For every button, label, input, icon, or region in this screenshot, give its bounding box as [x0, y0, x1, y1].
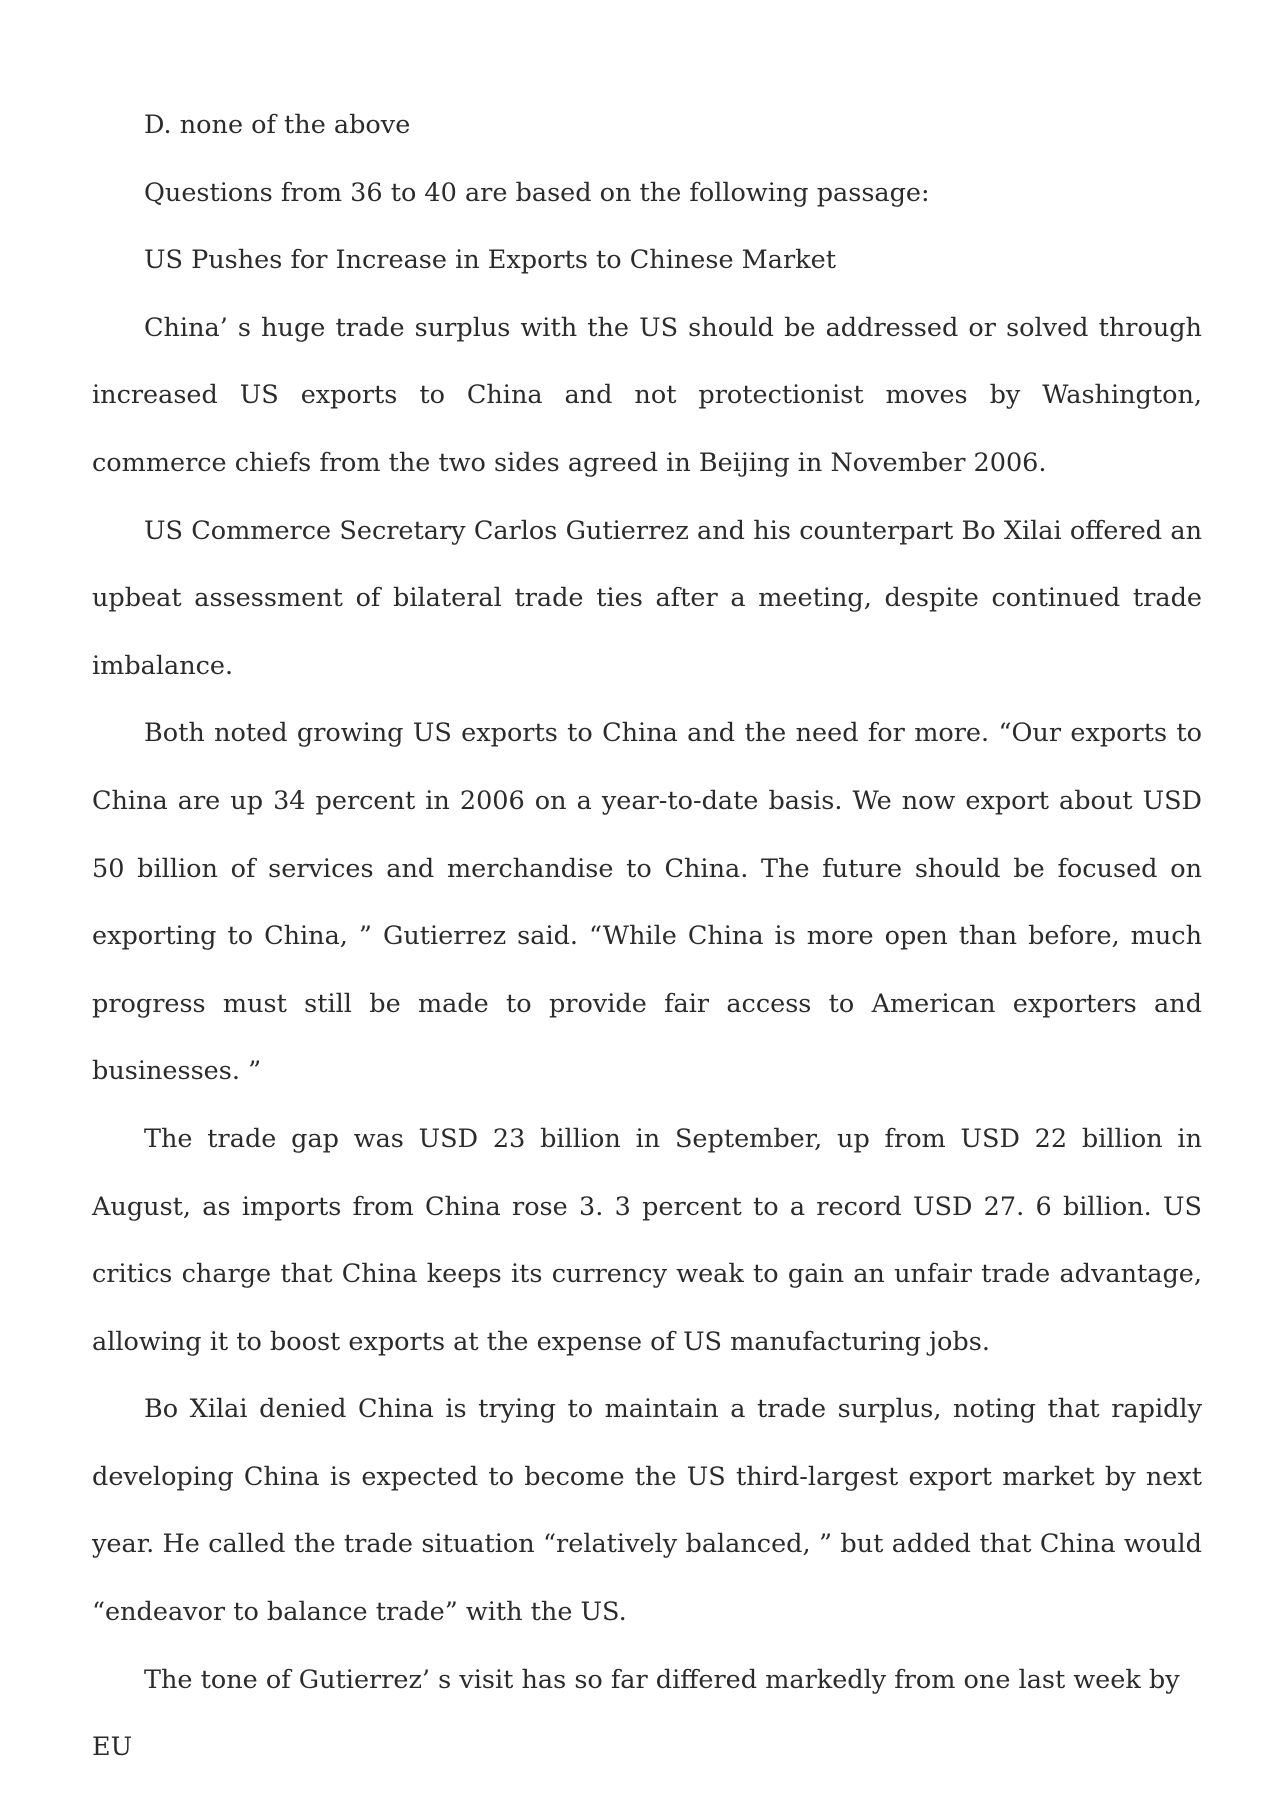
paragraph-4: The trade gap was USD 23 billion in September, up from USD 22 billion in August, as imports from China rose 3. 3 percent to a record USD 27. 6 billion. US critics charge that China keeps its currency weak to gain an unfair trade advantage, allowing it to boost exports at the expense of US manufacturing jobs.	[92, 1123, 1202, 1357]
questions-intro: Questions from 36 to 40 are based on the following passage:	[144, 177, 930, 208]
passage-title: US Pushes for Increase in Exports to Chinese Market	[144, 245, 836, 276]
paragraph-6: The tone of Gutierrez’ s visit has so far differed markedly from one last week by EU	[92, 1664, 1180, 1763]
paragraph-5: Bo Xilai denied China is trying to maintain a trade surplus, noting that rapidly developing China is expected to become the US third-largest export market by next year. He called the trade situation “relatively balanced, ” but added that China would “endeavor to balance trade” with the US.	[92, 1394, 1202, 1628]
paragraph-1: China’ s huge trade surplus with the US should be addressed or solved through increased US exports to China and not protectionist moves by Washington, commerce chiefs from the two sides agreed in Beijing in November 2006.	[92, 312, 1202, 478]
paragraph-3: Both noted growing US exports to China and the need for more. “Our exports to China are up 34 percent in 2006 on a year-to-date basis. We now export about USD 50 billion of services and merchandise to China. The future should be focused on exporting to China, ” Gutierrez said. “While China is more open than before, much progress must still be made to provide fair access to American exporters and businesses. ”	[92, 718, 1202, 1087]
paragraph-2: US Commerce Secretary Carlos Gutierrez and his counterpart Bo Xilai offered an upbeat assessment of bilateral trade ties after a meeting, despite continued trade imbalance.	[92, 515, 1202, 681]
document-body	[92, 92, 1202, 1782]
answer-option-d: D. none of the above	[144, 110, 411, 140]
